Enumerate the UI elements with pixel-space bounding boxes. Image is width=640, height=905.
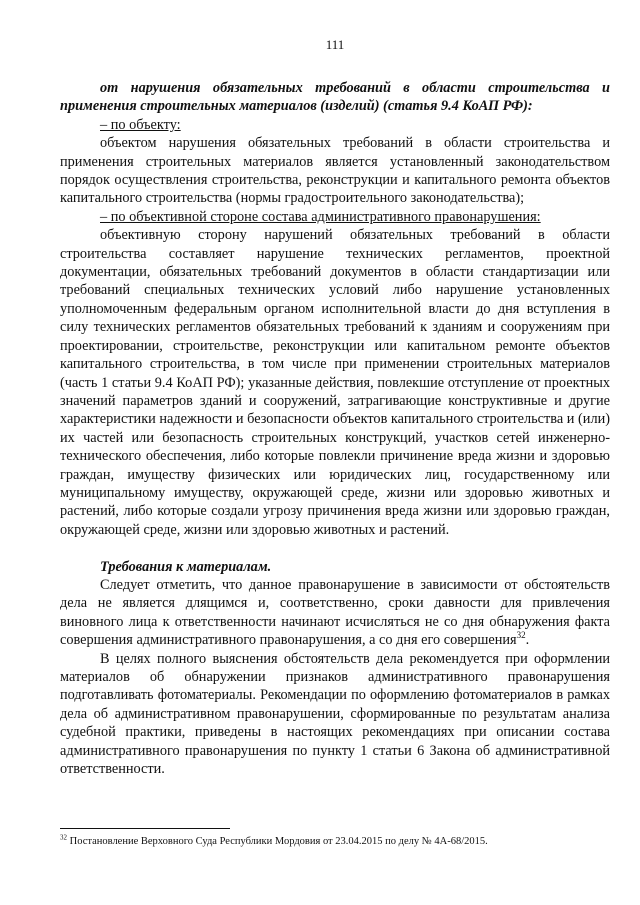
page-number: 111 xyxy=(325,37,345,52)
body-text xyxy=(60,79,610,778)
objective-paragraph: объективную сторону нарушений обязательных требований в области строительства составляет нарушение технических регламентов, проектной документации, обязательных требований документов в области стандартизации или требований специальных технических условий либо нарушение установленных уполномоченным федеральным органом исполнительной власти до дня вступления в силу технических регламентов обязательных требований к зданиям и сооружениям при проектировании, строительстве, реконструкции или капитальном ремонте объектов капитального строительства, в том числе при применении строительных материалов (часть 1 статьи 9.4 КоАП РФ); указанные действия, повлекшие отступление от проектных значений параметров зданий и сооружений, затрагивающие конструктивные и другие характеристики надежности и безопасности объектов капитального строительства и (или) их частей или безопасность строительных конструкций, участков сетей инженерно-технического обеспечения, либо которые повлекли причинение вреда жизни и здоровью граждан, имуществу физических или юридических лиц, государственному или муниципальному имуществу, окружающей среде, жизни или здоровью животных и растений, либо которые создали угрозу причинения вреда жизни или здоровью граждан, окружающей среде, жизни или здоровью животных и растений. xyxy=(60,227,610,538)
object-paragraph: объектом нарушения обязательных требований в области строительства и применения строительных материалов является установленный законодательством порядок осуществления строительства, реконструкции и капитального ремонта объектов капитального строительства (нормы градостроительного законодательства); xyxy=(60,135,610,207)
footnote-reference: 32 xyxy=(516,630,526,641)
materials-heading: Требования к материалам. xyxy=(100,558,272,575)
footnote xyxy=(60,835,610,848)
objective-subheading-text: – по объективной стороне состава административного правонарушения: xyxy=(100,208,541,225)
section-heading: от нарушения обязательных требований в области строительства и применения строительных материалов (изделий) (статья 9.4 КоАП РФ): xyxy=(60,80,610,115)
limitation-paragraph-end: . xyxy=(525,632,530,649)
photo-paragraph: В целях полного выяснения обстоятельств дела рекомендуется при оформлении материалов об обнаружении признаков административного правонарушения подготавливать фотоматериалы. Рекомендации по оформлению фотоматериалов в рамках дела об административном правонарушении, сформированные по результатам анализа судебной практики, приведены в настоящих рекомендациях при описании состава административного правонарушения по пункту 1 статьи 6 Закона об административной ответственности. xyxy=(60,650,610,778)
limitation-paragraph-text: Следует отметить, что данное правонарушение в зависимости от обстоятельств дела не является длящимся и, соответственно, сроки давности для привлечения виновного лица к ответственности начинают исчисляться не со дня обнаружения факта совершения административного правонарушения, а со дня его совершения xyxy=(60,576,610,649)
object-subheading xyxy=(60,116,610,134)
objective-subheading xyxy=(60,208,610,226)
footnote-number: 32 xyxy=(60,833,67,842)
object-subheading-text: – по объекту: xyxy=(100,116,181,133)
limitation-paragraph xyxy=(60,576,610,650)
blank-line xyxy=(60,539,610,557)
footnote-text: Постановление Верховного Суда Республики Мордовия от 23.04.2015 по делу № 4А-68/2015. xyxy=(67,836,488,847)
footnote-separator xyxy=(60,828,230,829)
